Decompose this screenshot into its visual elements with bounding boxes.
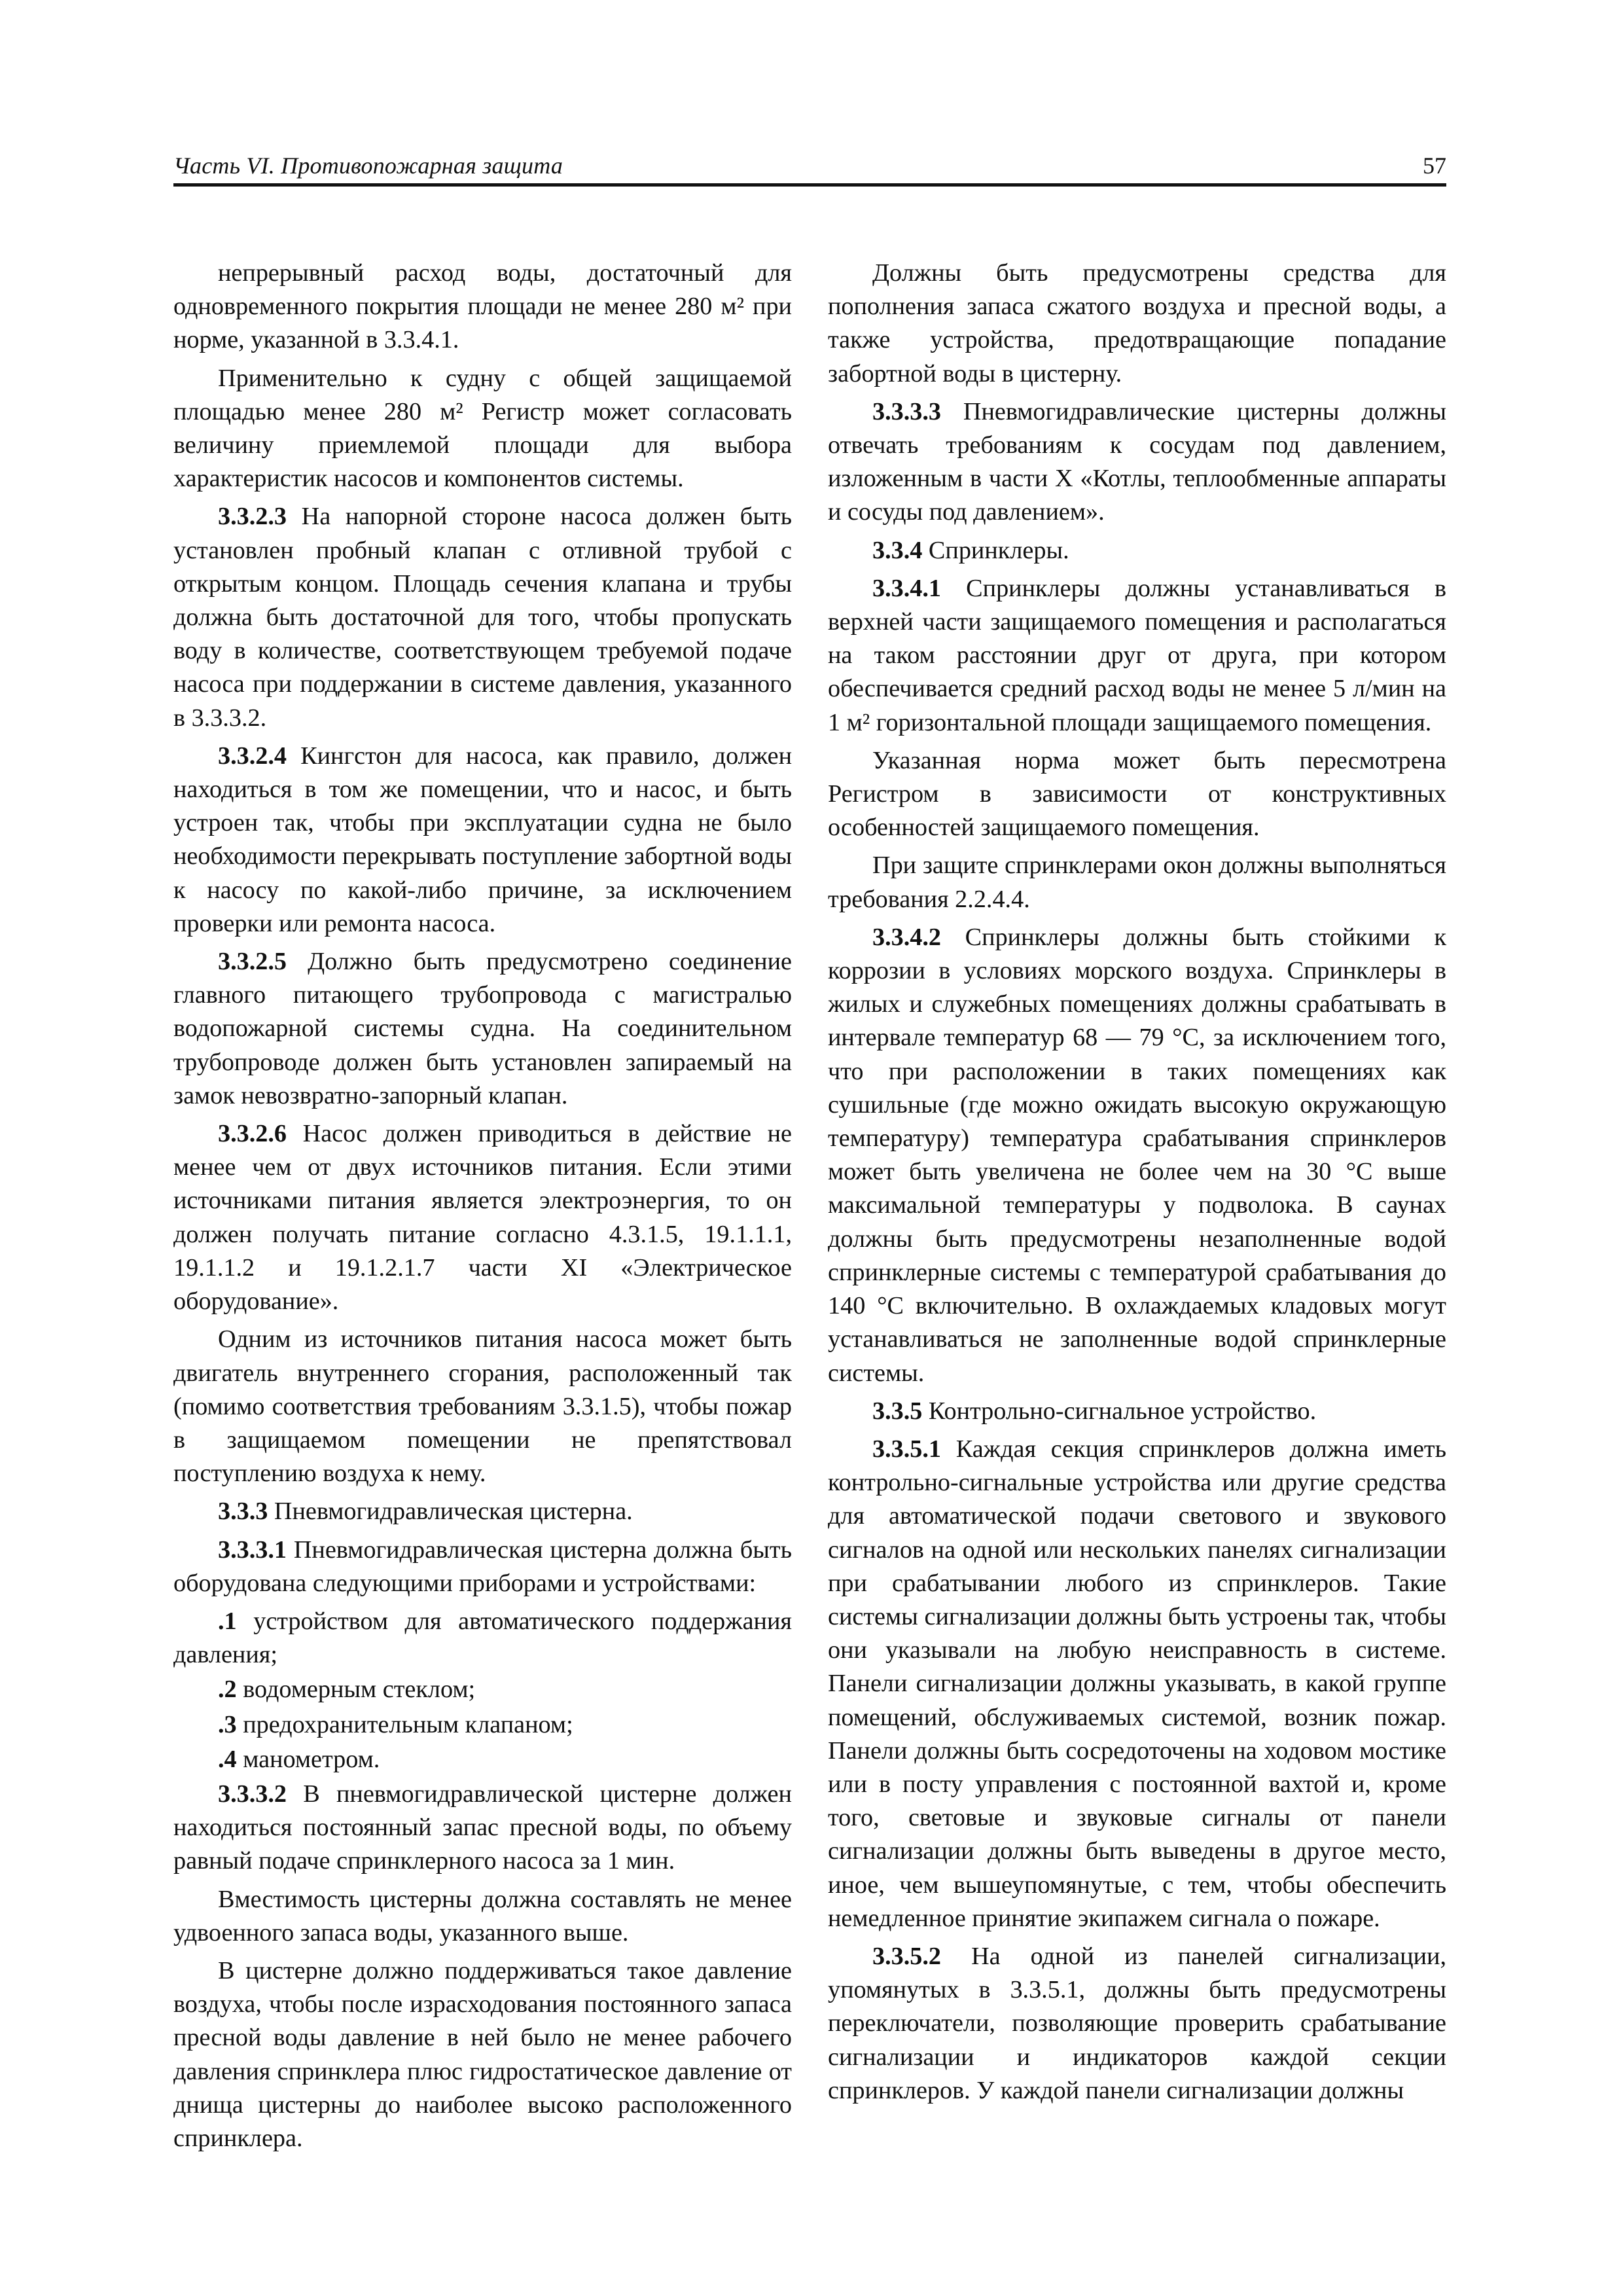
paragraph: Указанная норма может быть пересмотрена Регистром в зависимости от конструктивных особенностей защищаемого помещения.	[828, 746, 1446, 842]
list-number: .2	[218, 1676, 237, 1704]
clause-number: 3.3.2.4	[218, 742, 287, 770]
clause-3-3-4-1: 3.3.4.1 Спринклеры должны устанавливаться в верхней части защищаемого помещения и располагаться на таком расстоянии друг от друга, при котором обеспечивается средний расход воды не менее 5 л/мин на 1 м² горизонтальной площади защищаемого помещения.	[828, 574, 1446, 736]
list-number: .4	[218, 1745, 237, 1773]
clause-3-3-2-4: 3.3.2.4 Кингстон для насоса, как правило, должен находиться в том же помещении, что и насос, и быть устроен так, чтобы при эксплуатации судна не было необходимости перекрывать поступление забортной воды к насосу по какой-либо причине, за исключением проверки или ремонта насоса.	[173, 742, 793, 937]
clause-number: 3.3.2.6	[218, 1120, 287, 1148]
clause-3-3-2-5: 3.3.2.5 Должно быть предусмотрено соединение главного питающего трубопровода с магистралью водопожарной системы судна. На соединительном трубопроводе должен быть установлен запираемый на замок невозвратно-запорный клапан.	[173, 948, 793, 1109]
clause-number: 3.3.5	[872, 1397, 923, 1425]
running-title: Часть VI. Противопожарная защита	[173, 152, 563, 179]
list-number: .1	[218, 1607, 237, 1635]
clause-3-3-3-3: 3.3.3.3 Пневмогидравлические цистерны должны отвечать требованиям к сосудам под давлением, изложенным в части X «Котлы, теплообменные аппараты и сосуды под давлением».	[828, 397, 1447, 526]
paragraph: Должны быть предусмотрены средства для пополнения запаса сжатого воздуха и пресной воды, а также устройства, предотвращающие попадание забортной воды в цистерну.	[828, 259, 1446, 387]
list-item: .4 манометром.	[218, 1745, 380, 1773]
paragraph: В цистерне должно поддерживаться такое давление воздуха, чтобы после израсходования постоянного запаса пресной воды давление в ней было не менее рабочего давления спринклера плюс гидростатическое давление от днища цистерны до наиболее высоко расположенного спринклера.	[173, 1956, 792, 2152]
clause-number: 3.3.3	[218, 1498, 268, 1526]
clause-3-3-3-1: 3.3.3.1 Пневмогидравлическая цистерна должна быть оборудована следующими приборами и устройствами:	[173, 1535, 793, 1597]
paragraph: Вместимость цистерны должна составлять не менее удвоенного запаса воды, указанного выше.	[173, 1885, 792, 1946]
list-item: .1 устройством для автоматического поддержания давления;	[173, 1607, 792, 1669]
paragraph: Применительно к судну с общей защищаемой площадью менее 280 м² Регистр может согласовать величину приемлемой площади для выбора характеристик насосов и компонентов системы.	[173, 364, 792, 493]
page-number: 57	[1423, 152, 1446, 179]
clause-number: 3.3.4	[872, 536, 923, 564]
clause-number: 3.3.4.1	[872, 574, 942, 602]
section-heading-3-3-5: 3.3.5 Контрольно-сигнальное устройство.	[872, 1397, 1317, 1425]
left-column	[173, 257, 792, 2160]
clause-number: 3.3.5.1	[872, 1435, 942, 1463]
clause-number: 3.3.2.3	[218, 503, 287, 531]
clause-number: 3.3.3.2	[218, 1780, 287, 1808]
clause-3-3-2-6: 3.3.2.6 Насос должен приводиться в действие не менее чем от двух источников питания. Если этими источниками питания является электроэнергия, то он должен получать питание согласно 4.3.1.5, 19.1.1.1, 19.1.1.2 и 19.1.2.1.7 части XI «Электрическое оборудование».	[173, 1120, 792, 1316]
clause-3-3-2-3: 3.3.2.3 На напорной стороне насоса должен быть установлен пробный клапан с отливной трубой с открытым концом. Площадь сечения клапана и трубы должна быть достаточной для того, чтобы пропускать воду в количестве, соответствующем требуемой подаче насоса при поддержании в системе давления, указанного в 3.3.3.2.	[173, 503, 792, 732]
section-heading-3-3-4: 3.3.4 Спринклеры.	[872, 536, 1069, 564]
list-item: .3 предохранительным клапаном;	[218, 1710, 573, 1738]
clause-3-3-4-2: 3.3.4.2 Спринклеры должны быть стойкими к коррозии в условиях морского воздуха. Спринклеры в жилых и служебных помещениях должны срабатывать в интервале температур 68 — 79 °С, за исключением того, что при расположении в таких помещениях как сушильные (где можно ожидать высокую окружающую температуру) температура срабатывания спринклеров может быть увеличена не более чем на 30 °С выше максимальной температуры у подволока. В саунах должны быть предусмотрены незаполненные водой спринклерные системы с температурой срабатывания до 140 °С включительно. В охлаждаемых кладовых могут устанавливаться не заполненные водой спринклерные системы.	[828, 923, 1446, 1387]
running-header	[173, 149, 1446, 187]
paragraph: Одним из источников питания насоса может быть двигатель внутреннего сгорания, расположенный так (помимо соответствия требованиям 3.3.1.5), чтобы пожар в защищаемом помещении не препятствовал поступлению воздуха к нему.	[173, 1325, 792, 1488]
list-number: .3	[218, 1710, 237, 1738]
clause-number: 3.3.5.2	[872, 1942, 942, 1970]
section-heading-3-3-3: 3.3.3 Пневмогидравлическая цистерна.	[218, 1498, 633, 1526]
clause-number: 3.3.4.2	[872, 923, 942, 951]
right-column	[828, 257, 1446, 2112]
paragraph: непрерывный расход воды, достаточный для одновременного покрытия площади не менее 280 м² при норме, указанной в 3.3.4.1.	[173, 259, 792, 354]
clause-number: 3.3.3.1	[218, 1535, 287, 1564]
paragraph: При защите спринклерами окон должны выполняться требования 2.2.4.4.	[828, 852, 1446, 913]
clause-3-3-5-1: 3.3.5.1 Каждая секция спринклеров должна иметь контрольно-сигнальные устройства или другие средства для автоматической подачи светового и звукового сигналов на одной или нескольких панелях сигнализации при срабатывании любого из спринклеров. Такие системы сигнализации должны быть устроены так, чтобы они указывали на любую неисправность в системе. Панели сигнализации должны указывать, в какой группе помещений, обслуживаемых системой, возник пожар. Панели должны быть сосредоточены на ходовом мостике или в посту управления с постоянной вахтой и, кроме того, световые и звуковые сигналы от панели сигнализации должны быть выведены в другое место, иное, чем вышеупомянутые, с тем, чтобы обеспечить немедленное принятие экипажем сигнала о пожаре.	[828, 1435, 1446, 1932]
clause-3-3-3-2: 3.3.3.2 В пневмогидравлической цистерне должен находиться постоянный запас пресной воды, по объему равный подаче спринклерного насоса за 1 мин.	[173, 1780, 792, 1875]
list-item: .2 водомерным стеклом;	[218, 1676, 476, 1704]
clause-3-3-5-2: 3.3.5.2 На одной из панелей сигнализации, упомянутых в 3.3.5.1, должны быть предусмотрены переключатели, позволяющие проверить срабатывание сигнализации и индикаторов каждой секции спринклеров. У каждой панели сигнализации должны	[828, 1942, 1447, 2104]
clause-number: 3.3.3.3	[872, 397, 942, 425]
clause-number: 3.3.2.5	[218, 948, 287, 976]
